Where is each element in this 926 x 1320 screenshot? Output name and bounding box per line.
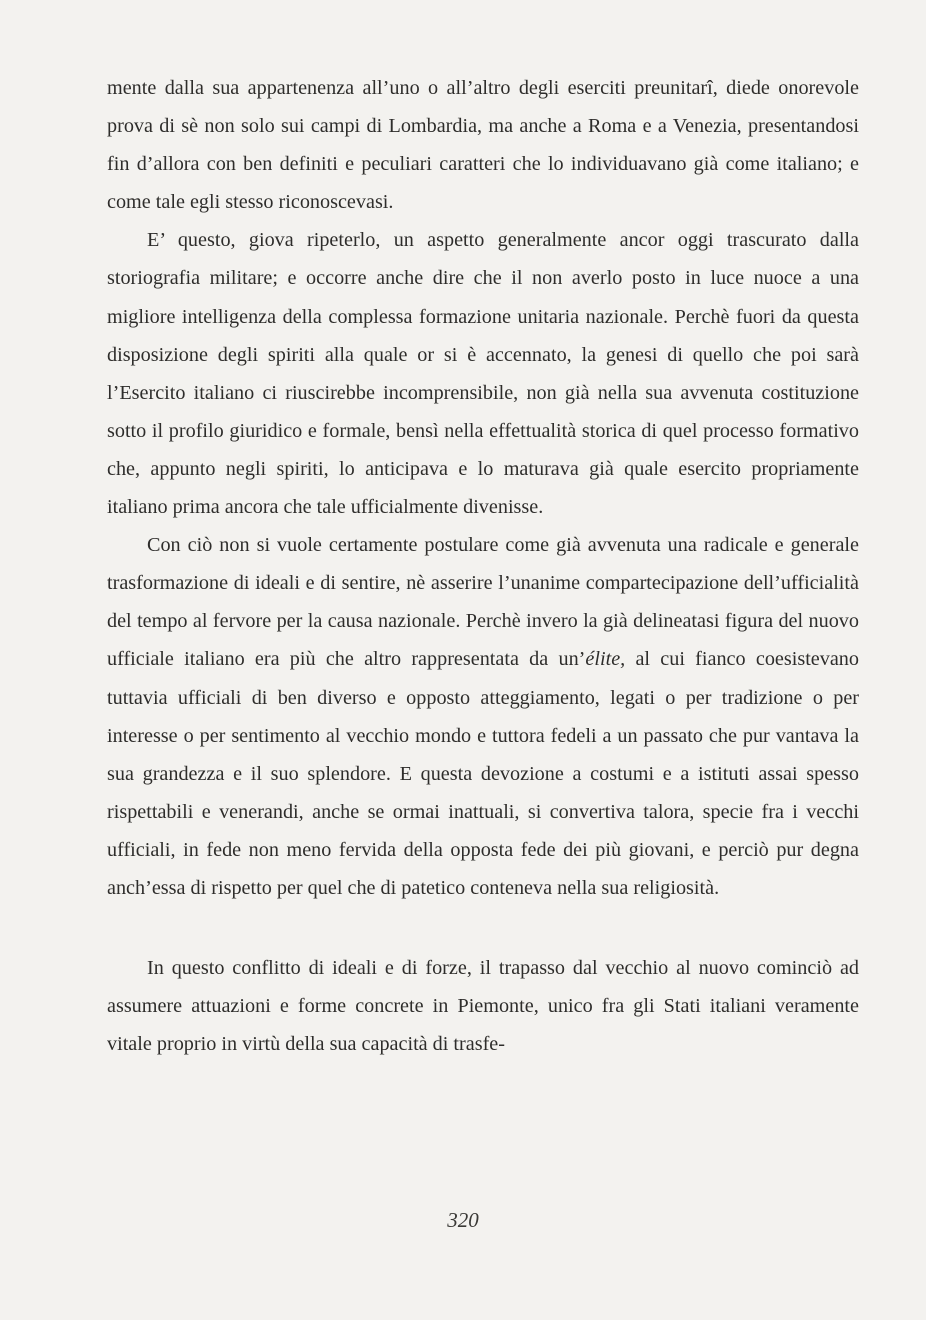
- section-gap: [107, 907, 859, 949]
- paragraph-3: [107, 526, 859, 907]
- paragraph-2: E’ questo, giova ripeterlo, un aspetto generalmente ancor oggi trascurato dalla storiografia militare; e occorre anche dire che il non averlo posto in luce nuoce a una migliore intelligenza della complessa formazione unitaria nazionale. Perchè fuori da questa disposizione degli spiriti alla quale or si è accennato, la genesi di quello che poi sarà l’Esercito italiano ci riuscirebbe incomprensibile, non già nella sua avvenuta costituzione sotto il profilo giuridico e formale, bensì nella effettualità storica di quel processo formativo che, appunto negli spiriti, lo anticipava e lo maturava già quale esercito propriamente italiano prima ancora che tale ufficialmente divenisse.: [107, 229, 859, 519]
- elite-italic: élite,: [585, 648, 626, 671]
- paragraph-4: In questo conflitto di ideali e di forze, il trapasso dal vecchio al nuovo cominciò ad assumere attuazioni e forme concrete in Piemonte, unico fra gli Stati italiani veramente vitale proprio in virtù della sua capacità di trasfe-: [107, 957, 859, 1056]
- page-body: [107, 69, 859, 1063]
- paragraph-1: mente dalla sua appartenenza all’uno o all’altro degli eserciti preunitarî, diede onorevole prova di sè non solo sui campi di Lombardia, ma anche a Roma e a Venezia, presentandosi fin d’allora con ben definiti e peculiari caratteri che lo individuavano già come italiano; e come tale egli stesso riconoscevasi.: [107, 77, 859, 214]
- page-number: 320: [447, 1208, 479, 1232]
- paragraph-3-part-2: al cui fianco coesistevano tuttavia ufficiali di ben diverso e opposto atteggiamento, legati o per tradizione o per interesse o per sentimento al vecchio mondo e tuttora fedeli a un passato che pur vantava la sua grandezza e il suo splendore. E questa devozione a costumi e a istituti assai spesso rispettabili e venerandi, anche se ormai inattuali, si convertiva talora, specie fra i vecchi ufficiali, in fede non meno fervida della opposta fede dei più giovani, e perciò pur degna anch’essa di rispetto per quel che di patetico conteneva nella sua religiosità.: [107, 648, 859, 899]
- paragraph-3-part-1: Con ciò non si vuole certamente postulare come già avvenuta una radicale e generale trasformazione di ideali e di sentire, nè asserire l’unanime compartecipazione dell’ufficialità del tempo al fervore per la causa nazionale. Perchè invero la già delineatasi figura del nuovo ufficiale italiano era più che altro rappresentata da un’: [107, 534, 859, 671]
